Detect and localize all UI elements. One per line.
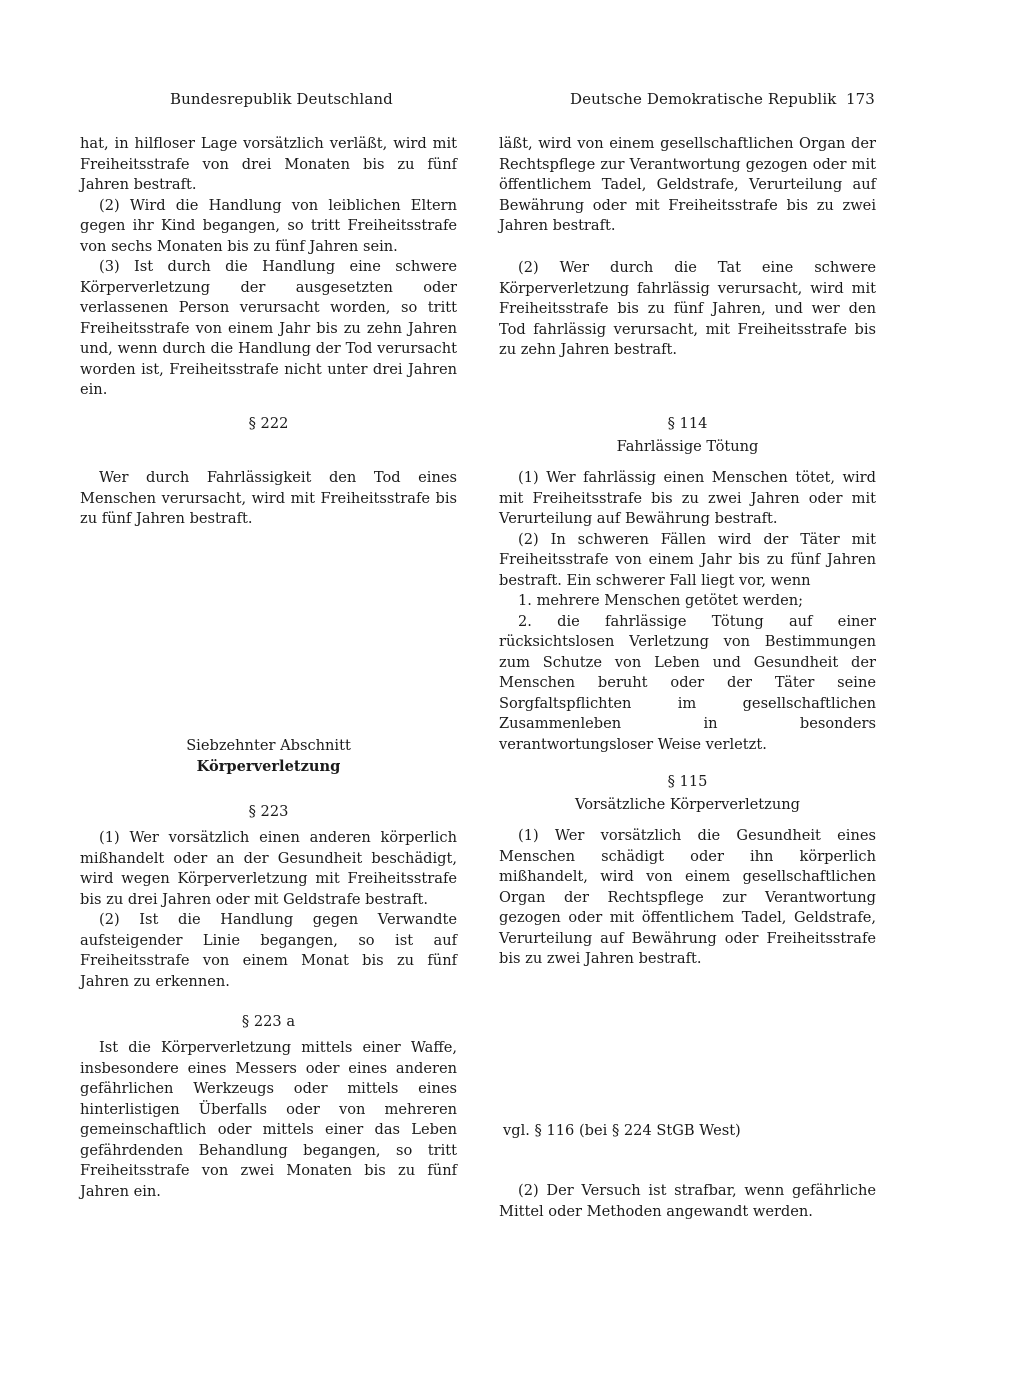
paragraph: (2) Der Versuch ist strafbar, wenn gefährliche Mittel oder Methoden angewandt werden. (499, 1182, 876, 1220)
section-223a-body (80, 1038, 457, 1202)
section-heading: § 222 (248, 415, 289, 432)
section-heading: § 223 a (241, 1013, 296, 1030)
section-223-body (80, 828, 457, 992)
chapter-heading (80, 736, 457, 777)
section-heading: § 223 (248, 803, 289, 820)
section-223 (80, 802, 457, 823)
cross-reference (503, 1121, 880, 1142)
section-114 (499, 414, 876, 457)
running-header-left: Bundesrepublik Deutschland (170, 90, 393, 108)
paragraph: (2) Ist die Handlung gegen Verwandte aufsteigender Linie begangen, so ist auf Freiheitsstrafe von einem Monat bis zu fünf Jahren zu erkennen. (80, 911, 457, 990)
paragraph: Wer durch Fahrlässigkeit den Tod eines Menschen verursacht, wird mit Freiheitsstrafe bis zu fünf Jahren bestraft. (80, 469, 457, 527)
right-column-paragraph-2 (499, 258, 876, 361)
list-item: 1. mehrere Menschen getötet werden; (518, 592, 804, 609)
section-223a (80, 1012, 457, 1033)
cross-reference-text: vgl. § 116 (bei § 224 StGB West) (503, 1122, 741, 1139)
paragraph: (3) Ist durch die Handlung eine schwere Körperverletzung der ausgesetzten oder verlassenen Person verursacht worden, so tritt Freiheitsstrafe von einem Jahr bis zu zehn Jahren und, wenn durch die Handlung der Tod verursacht worden ist, Freiheitsstrafe nicht unter drei Jahren ein. (80, 258, 457, 398)
section-222 (80, 414, 457, 435)
paragraph: Ist die Körperverletzung mittels einer Waffe, insbesondere eines Messers oder eines anderen gefährlichen Werkzeugs oder mittels eines hinterlistigen Überfalls oder von mehreren gemeinschaftlich oder mittels einer das Leben gefährdenden Behandlung begangen, so tritt Freiheitsstrafe von zwei Monaten bis zu fünf Jahren ein. (80, 1039, 457, 1200)
section-heading: § 115 (667, 773, 708, 790)
paragraph: (2) Wer durch die Tat eine schwere Körperverletzung fahrlässig verursacht, wird mit Freiheitsstrafe bis zu fünf Jahren, und wer den Tod fahrlässig verursacht, mit Freiheitsstrafe bis zu zehn Jahren bestraft. (499, 259, 876, 358)
chapter-label: Siebzehnter Abschnitt (186, 737, 351, 754)
chapter-title: Körperverletzung (196, 757, 341, 775)
running-header-right: Deutsche Demokratische Republik (570, 90, 837, 108)
paragraph: (2) In schweren Fällen wird der Täter mit Freiheitsstrafe von einem Jahr bis zu fünf Jahren bestraft. Ein schwerer Fall liegt vor, wenn (499, 530, 876, 589)
section-heading: § 114 (667, 415, 708, 432)
paragraph: läßt, wird von einem gesellschaftlichen Organ der Rechtspflege zur Verantwortung gezogen oder mit öffentlichem Tadel, Geldstrafe, Verurteilung auf Bewährung oder mit Freiheitsstrafe bis zu zwei Jahren bestraft. (499, 135, 876, 234)
paragraph: (1) Wer vorsätzlich die Gesundheit eines Menschen schädigt oder ihn körperlich mißhandelt, wird von einem gesellschaftlichen Organ der Rechtspflege zur Verantwortung gezogen oder mit öffentlichem Tadel, Geldstrafe, Verurteilung auf Bewährung oder Freiheitsstrafe bis zu zwei Jahren bestraft. (499, 827, 876, 967)
section-title: Fahrlässige Tötung (616, 437, 759, 455)
section-114-body (499, 468, 876, 755)
paragraph: (2) Wird die Handlung von leiblichen Eltern gegen ihr Kind begangen, so tritt Freiheitsstrafe von sechs Monaten bis zu fünf Jahren sein. (80, 196, 457, 255)
list-item: 2. die fahrlässige Tötung auf einer rücksichtslosen Verletzung von Bestimmungen zum Schutze von Leben und Gesundheit der Menschen beruht oder der Täter seine Sorgfaltspflichten im gesellschaftlichen Zusammenleben in besonders verantwortungsloser Weise verletzt. (499, 612, 876, 753)
section-222-body (80, 468, 457, 530)
section-115-body (499, 826, 876, 970)
paragraph: (1) Wer vorsätzlich einen anderen körperlich mißhandelt oder an der Gesundheit beschädigt, wird wegen Körperverletzung mit Freiheitsstrafe bis zu drei Jahren oder mit Geldstrafe bestraft. (80, 829, 457, 908)
section-115 (499, 772, 876, 815)
left-column-continuation (80, 134, 457, 401)
section-title: Vorsätzliche Körperverletzung (575, 795, 800, 813)
attempt-clause (499, 1181, 876, 1222)
paragraph: hat, in hilfloser Lage vorsätzlich verläßt, wird mit Freiheitsstrafe von drei Monaten bis zu fünf Jahren bestraft. (80, 135, 457, 193)
paragraph: (1) Wer fahrlässig einen Menschen tötet, wird mit Freiheitsstrafe bis zu zwei Jahren oder mit Verurteilung auf Bewährung bestraft. (499, 469, 876, 527)
right-column-continuation (499, 134, 876, 237)
page-number: 173 (846, 90, 875, 108)
